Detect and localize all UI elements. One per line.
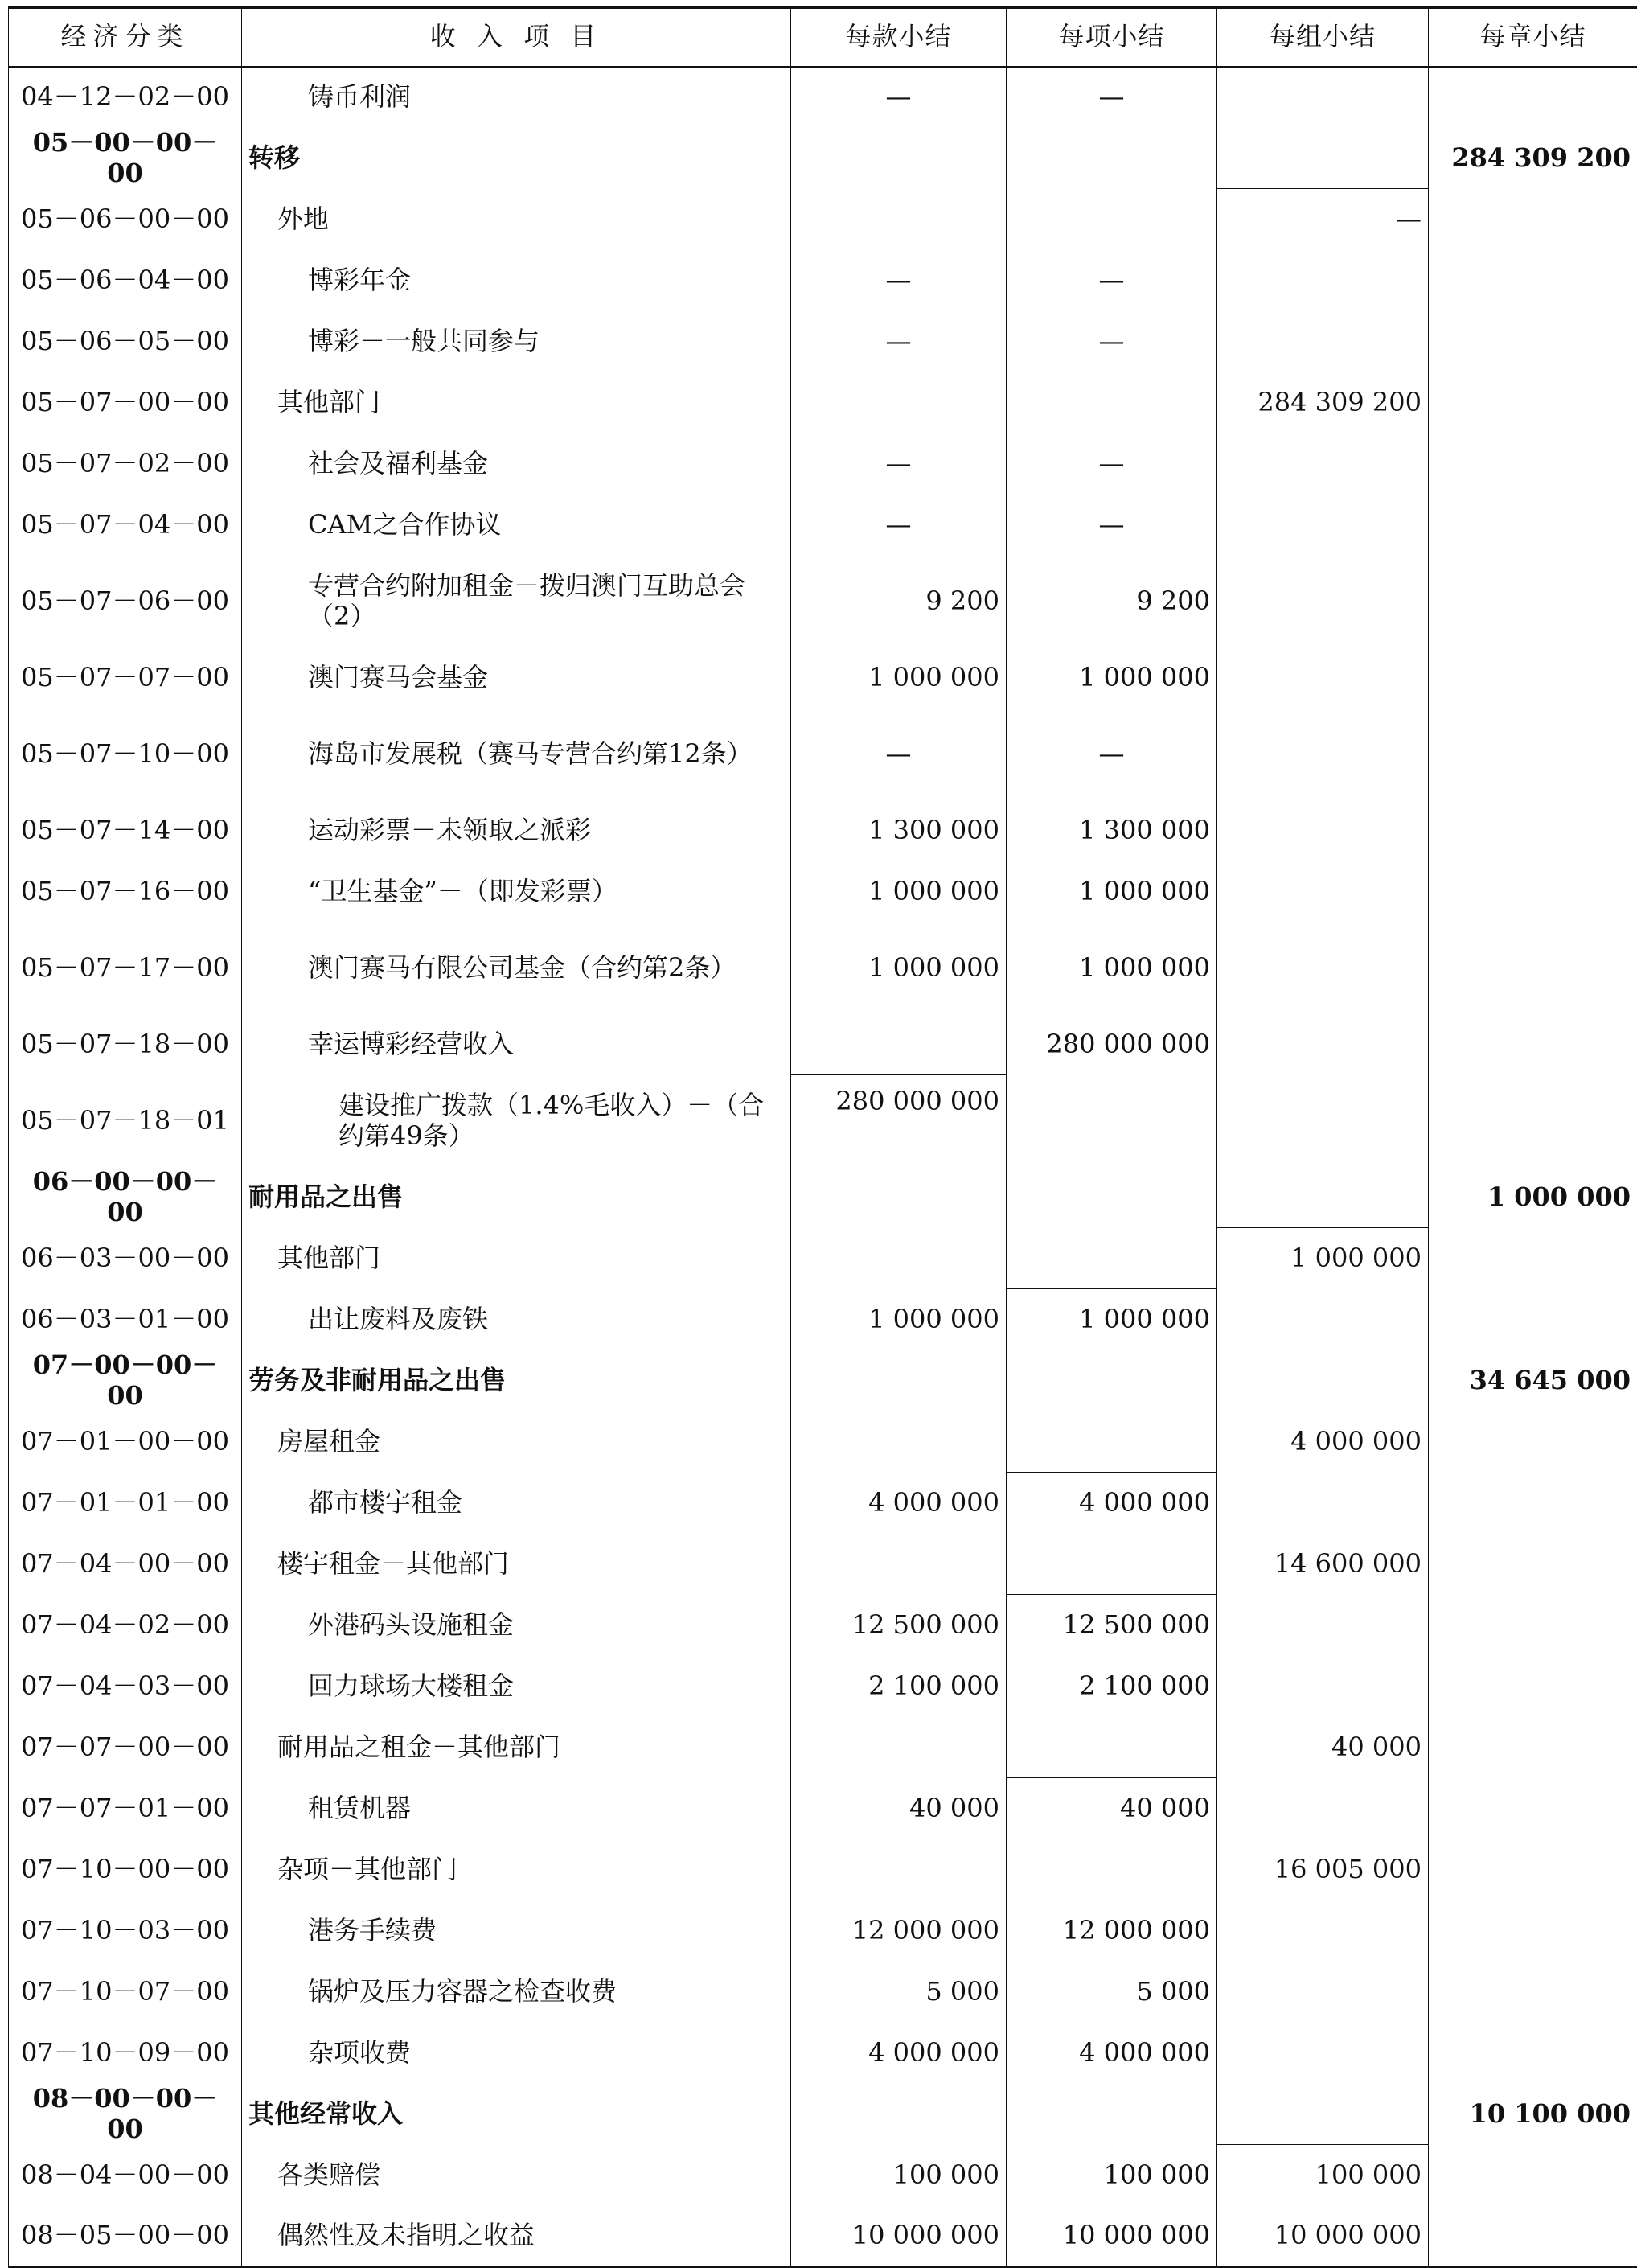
per-item-cell: — — [1007, 433, 1217, 495]
per-item-cell: 10 000 000 — [1007, 2206, 1217, 2267]
header-per-group-subtotal: 每组小结 — [1217, 8, 1429, 67]
code-cell: 06－00－00－00 — [9, 1167, 242, 1228]
per-item-cell — [1007, 1167, 1217, 1228]
per-item-cell — [1007, 189, 1217, 250]
table-row — [9, 1228, 1637, 1289]
per-item-cell — [1007, 1411, 1217, 1473]
per-group-cell — [1217, 67, 1429, 128]
per-group-cell — [1217, 1075, 1429, 1167]
table-row — [9, 1167, 1637, 1228]
code-cell: 08－05－00－00 — [9, 2206, 242, 2267]
code-cell: 07－07－01－00 — [9, 1778, 242, 1839]
item-cell: 锅炉及压力容器之检查收费 — [242, 1962, 791, 2023]
per-entry-cell: 12 000 000 — [791, 1900, 1007, 1962]
per-group-cell — [1217, 1900, 1429, 1962]
item-cell: 转移 — [242, 128, 791, 189]
header-revenue-item: 收 入 项 目 — [242, 8, 791, 67]
code-cell: 05－07－10－00 — [9, 709, 242, 800]
code-cell: 05－06－04－00 — [9, 250, 242, 311]
item-cell: 杂项－其他部门 — [242, 1839, 791, 1900]
item-cell: 外地 — [242, 189, 791, 250]
per-entry-cell — [791, 128, 1007, 189]
code-cell: 05－07－06－00 — [9, 556, 242, 647]
per-entry-cell: — — [791, 709, 1007, 800]
per-entry-cell: 1 000 000 — [791, 1289, 1007, 1350]
table-row — [9, 2084, 1637, 2145]
per-item-cell — [1007, 1534, 1217, 1595]
item-cell: 博彩年金 — [242, 250, 791, 311]
per-group-cell — [1217, 2084, 1429, 2145]
item-cell: 耐用品之租金－其他部门 — [242, 1717, 791, 1778]
item-cell: 海岛市发展税（赛马专营合约第12条） — [242, 709, 791, 800]
per-entry-cell: 100 000 — [791, 2145, 1007, 2206]
per-chapter-cell — [1429, 1473, 1637, 1534]
table-row — [9, 1075, 1637, 1167]
table-row — [9, 1900, 1637, 1962]
item-cell: 回力球场大楼租金 — [242, 1656, 791, 1717]
per-item-cell: 1 000 000 — [1007, 647, 1217, 709]
item-cell: 劳务及非耐用品之出售 — [242, 1350, 791, 1411]
code-cell: 06－03－01－00 — [9, 1289, 242, 1350]
code-cell: 05－06－00－00 — [9, 189, 242, 250]
table-row — [9, 2023, 1637, 2084]
table-row — [9, 128, 1637, 189]
per-chapter-cell: 10 100 000 — [1429, 2084, 1637, 2145]
item-cell: 幸运博彩经营收入 — [242, 1014, 791, 1075]
code-cell: 04－12－02－00 — [9, 67, 242, 128]
per-entry-cell — [791, 1411, 1007, 1473]
per-chapter-cell — [1429, 2023, 1637, 2084]
code-cell: 05－07－14－00 — [9, 800, 242, 861]
per-entry-cell: 1 000 000 — [791, 861, 1007, 922]
item-cell: 专营合约附加租金－拨归澳门互助总会（2） — [242, 556, 791, 647]
per-entry-cell: 40 000 — [791, 1778, 1007, 1839]
table-row — [9, 1962, 1637, 2023]
table-row — [9, 1839, 1637, 1900]
table-row — [9, 1014, 1637, 1075]
code-cell: 07－04－00－00 — [9, 1534, 242, 1595]
per-group-cell — [1217, 709, 1429, 800]
per-item-cell: 2 100 000 — [1007, 1656, 1217, 1717]
per-group-cell: 16 005 000 — [1217, 1839, 1429, 1900]
item-cell: 出让废料及废铁 — [242, 1289, 791, 1350]
item-cell: 外港码头设施租金 — [242, 1595, 791, 1656]
header-per-chapter-subtotal: 每章小结 — [1429, 8, 1637, 67]
per-item-cell: 9 200 — [1007, 556, 1217, 647]
item-cell: 租赁机器 — [242, 1778, 791, 1839]
header-economic-classification: 经济分类 — [9, 8, 242, 67]
per-chapter-cell — [1429, 1717, 1637, 1778]
code-cell: 07－01－01－00 — [9, 1473, 242, 1534]
code-cell: 07－10－03－00 — [9, 1900, 242, 1962]
table-row — [9, 647, 1637, 709]
per-group-cell — [1217, 861, 1429, 922]
per-item-cell: 280 000 000 — [1007, 1014, 1217, 1075]
per-item-cell: — — [1007, 495, 1217, 556]
table-row — [9, 67, 1637, 128]
table-row — [9, 1656, 1637, 1717]
per-chapter-cell — [1429, 1014, 1637, 1075]
code-cell: 05－06－05－00 — [9, 311, 242, 372]
per-item-cell: 100 000 — [1007, 2145, 1217, 2206]
per-group-cell — [1217, 1962, 1429, 2023]
table-row — [9, 311, 1637, 372]
per-group-cell — [1217, 1167, 1429, 1228]
per-item-cell: — — [1007, 709, 1217, 800]
per-group-cell — [1217, 128, 1429, 189]
per-entry-cell: 1 000 000 — [791, 647, 1007, 709]
per-entry-cell: — — [791, 311, 1007, 372]
item-cell: 耐用品之出售 — [242, 1167, 791, 1228]
per-item-cell: 1 300 000 — [1007, 800, 1217, 861]
code-cell: 05－07－04－00 — [9, 495, 242, 556]
table-row — [9, 1289, 1637, 1350]
per-group-cell — [1217, 2023, 1429, 2084]
per-item-cell: 4 000 000 — [1007, 1473, 1217, 1534]
per-chapter-cell — [1429, 372, 1637, 433]
per-chapter-cell — [1429, 1075, 1637, 1167]
table-row — [9, 556, 1637, 647]
per-item-cell: — — [1007, 67, 1217, 128]
per-item-cell — [1007, 372, 1217, 433]
per-entry-cell — [791, 372, 1007, 433]
table-row — [9, 1717, 1637, 1778]
per-group-cell — [1217, 1656, 1429, 1717]
code-cell: 07－10－09－00 — [9, 2023, 242, 2084]
per-item-cell — [1007, 2084, 1217, 2145]
item-cell: 运动彩票－未领取之派彩 — [242, 800, 791, 861]
per-chapter-cell — [1429, 800, 1637, 861]
table-row — [9, 1595, 1637, 1656]
per-group-cell: 4 000 000 — [1217, 1411, 1429, 1473]
item-cell: 建设推广拨款（1.4%毛收入）－（合约第49条） — [242, 1075, 791, 1167]
table-row — [9, 372, 1637, 433]
code-cell: 08－00－00－00 — [9, 2084, 242, 2145]
per-chapter-cell — [1429, 433, 1637, 495]
per-group-cell — [1217, 1350, 1429, 1411]
per-group-cell — [1217, 800, 1429, 861]
per-chapter-cell: 34 645 000 — [1429, 1350, 1637, 1411]
per-entry-cell: 9 200 — [791, 556, 1007, 647]
table-row — [9, 250, 1637, 311]
per-entry-cell: 1 300 000 — [791, 800, 1007, 861]
table-row — [9, 2206, 1637, 2267]
code-cell: 07－01－00－00 — [9, 1411, 242, 1473]
per-entry-cell — [791, 1717, 1007, 1778]
table-row — [9, 2145, 1637, 2206]
per-entry-cell — [791, 1350, 1007, 1411]
table-row — [9, 709, 1637, 800]
code-cell: 07－07－00－00 — [9, 1717, 242, 1778]
table-row — [9, 433, 1637, 495]
code-cell: 05－07－16－00 — [9, 861, 242, 922]
per-item-cell: 12 500 000 — [1007, 1595, 1217, 1656]
item-cell: 铸币利润 — [242, 67, 791, 128]
code-cell: 07－04－03－00 — [9, 1656, 242, 1717]
header-per-item-subtotal: 每项小结 — [1007, 8, 1217, 67]
per-entry-cell — [791, 1839, 1007, 1900]
table-row — [9, 1350, 1637, 1411]
per-group-cell — [1217, 250, 1429, 311]
per-chapter-cell — [1429, 250, 1637, 311]
code-cell: 07－00－00－00 — [9, 1350, 242, 1411]
per-chapter-cell — [1429, 1962, 1637, 2023]
per-entry-cell — [791, 189, 1007, 250]
item-cell: 都市楼宇租金 — [242, 1473, 791, 1534]
per-entry-cell: — — [791, 250, 1007, 311]
per-item-cell: 5 000 — [1007, 1962, 1217, 2023]
per-item-cell: — — [1007, 250, 1217, 311]
per-group-cell — [1217, 495, 1429, 556]
per-group-cell: 100 000 — [1217, 2145, 1429, 2206]
per-item-cell — [1007, 1075, 1217, 1167]
per-chapter-cell — [1429, 1839, 1637, 1900]
item-cell: 社会及福利基金 — [242, 433, 791, 495]
per-entry-cell: 12 500 000 — [791, 1595, 1007, 1656]
per-item-cell — [1007, 1717, 1217, 1778]
table-row — [9, 1778, 1637, 1839]
per-item-cell — [1007, 1350, 1217, 1411]
per-entry-cell — [791, 1228, 1007, 1289]
per-entry-cell: 2 100 000 — [791, 1656, 1007, 1717]
per-item-cell: 40 000 — [1007, 1778, 1217, 1839]
per-item-cell: — — [1007, 311, 1217, 372]
item-cell: 楼宇租金－其他部门 — [242, 1534, 791, 1595]
per-entry-cell — [791, 1014, 1007, 1075]
per-item-cell — [1007, 1228, 1217, 1289]
per-chapter-cell — [1429, 556, 1637, 647]
item-cell: 房屋租金 — [242, 1411, 791, 1473]
code-cell: 07－10－07－00 — [9, 1962, 242, 2023]
per-chapter-cell — [1429, 1595, 1637, 1656]
per-group-cell — [1217, 556, 1429, 647]
per-item-cell — [1007, 1839, 1217, 1900]
per-chapter-cell — [1429, 2206, 1637, 2267]
table-row — [9, 922, 1637, 1014]
per-entry-cell: 280 000 000 — [791, 1075, 1007, 1167]
per-entry-cell — [791, 1167, 1007, 1228]
per-chapter-cell — [1429, 1778, 1637, 1839]
per-group-cell — [1217, 1014, 1429, 1075]
per-group-cell: 40 000 — [1217, 1717, 1429, 1778]
per-chapter-cell — [1429, 1411, 1637, 1473]
header-per-entry-subtotal: 每款小结 — [791, 8, 1007, 67]
per-chapter-cell — [1429, 495, 1637, 556]
item-cell: 澳门赛马有限公司基金（合约第2条） — [242, 922, 791, 1014]
item-cell: 港务手续费 — [242, 1900, 791, 1962]
table-row — [9, 495, 1637, 556]
per-entry-cell — [791, 2084, 1007, 2145]
item-cell: “卫生基金”－（即发彩票） — [242, 861, 791, 922]
item-cell: 澳门赛马会基金 — [242, 647, 791, 709]
per-item-cell: 12 000 000 — [1007, 1900, 1217, 1962]
per-chapter-cell — [1429, 2145, 1637, 2206]
item-cell: 各类赔偿 — [242, 2145, 791, 2206]
per-chapter-cell: 1 000 000 — [1429, 1167, 1637, 1228]
per-entry-cell: 4 000 000 — [791, 1473, 1007, 1534]
per-chapter-cell — [1429, 1656, 1637, 1717]
per-item-cell: 1 000 000 — [1007, 922, 1217, 1014]
per-chapter-cell — [1429, 1900, 1637, 1962]
per-group-cell — [1217, 311, 1429, 372]
header-row — [9, 8, 1637, 67]
per-chapter-cell — [1429, 1289, 1637, 1350]
per-chapter-cell — [1429, 922, 1637, 1014]
per-entry-cell: 4 000 000 — [791, 2023, 1007, 2084]
per-chapter-cell — [1429, 1534, 1637, 1595]
per-entry-cell: — — [791, 67, 1007, 128]
code-cell: 05－07－18－00 — [9, 1014, 242, 1075]
item-cell: 偶然性及未指明之收益 — [242, 2206, 791, 2267]
per-group-cell — [1217, 922, 1429, 1014]
per-chapter-cell — [1429, 861, 1637, 922]
table-row — [9, 800, 1637, 861]
per-entry-cell: 10 000 000 — [791, 2206, 1007, 2267]
table-row — [9, 861, 1637, 922]
per-chapter-cell — [1429, 189, 1637, 250]
item-cell: 其他部门 — [242, 1228, 791, 1289]
per-chapter-cell — [1429, 1228, 1637, 1289]
per-entry-cell: — — [791, 433, 1007, 495]
code-cell: 05－07－18－01 — [9, 1075, 242, 1167]
budget-sheet — [8, 6, 1637, 2258]
per-item-cell — [1007, 128, 1217, 189]
per-group-cell: 1 000 000 — [1217, 1228, 1429, 1289]
per-group-cell — [1217, 647, 1429, 709]
per-group-cell — [1217, 433, 1429, 495]
per-group-cell: 14 600 000 — [1217, 1534, 1429, 1595]
per-group-cell: 284 309 200 — [1217, 372, 1429, 433]
code-cell: 05－07－00－00 — [9, 372, 242, 433]
code-cell: 05－07－07－00 — [9, 647, 242, 709]
per-item-cell: 1 000 000 — [1007, 1289, 1217, 1350]
per-entry-cell — [791, 1534, 1007, 1595]
per-chapter-cell: 284 309 200 — [1429, 128, 1637, 189]
code-cell: 06－03－00－00 — [9, 1228, 242, 1289]
per-chapter-cell — [1429, 311, 1637, 372]
per-item-cell: 4 000 000 — [1007, 2023, 1217, 2084]
table-row — [9, 1534, 1637, 1595]
per-entry-cell: 1 000 000 — [791, 922, 1007, 1014]
per-group-cell — [1217, 1289, 1429, 1350]
code-cell: 08－04－00－00 — [9, 2145, 242, 2206]
per-group-cell: 10 000 000 — [1217, 2206, 1429, 2267]
code-cell: 05－00－00－00 — [9, 128, 242, 189]
per-chapter-cell — [1429, 67, 1637, 128]
item-cell: 杂项收费 — [242, 2023, 791, 2084]
item-cell: CAM之合作协议 — [242, 495, 791, 556]
revenue-table — [8, 6, 1637, 2268]
per-entry-cell: — — [791, 495, 1007, 556]
per-chapter-cell — [1429, 647, 1637, 709]
table-row — [9, 1473, 1637, 1534]
table-row — [9, 189, 1637, 250]
per-group-cell: — — [1217, 189, 1429, 250]
code-cell: 05－07－17－00 — [9, 922, 242, 1014]
code-cell: 05－07－02－00 — [9, 433, 242, 495]
code-cell: 07－10－00－00 — [9, 1839, 242, 1900]
table-row — [9, 1411, 1637, 1473]
code-cell: 07－04－02－00 — [9, 1595, 242, 1656]
per-group-cell — [1217, 1595, 1429, 1656]
per-item-cell: 1 000 000 — [1007, 861, 1217, 922]
item-cell: 其他经常收入 — [242, 2084, 791, 2145]
item-cell: 其他部门 — [242, 372, 791, 433]
per-group-cell — [1217, 1473, 1429, 1534]
item-cell: 博彩－一般共同参与 — [242, 311, 791, 372]
per-entry-cell: 5 000 — [791, 1962, 1007, 2023]
per-chapter-cell — [1429, 709, 1637, 800]
per-group-cell — [1217, 1778, 1429, 1839]
